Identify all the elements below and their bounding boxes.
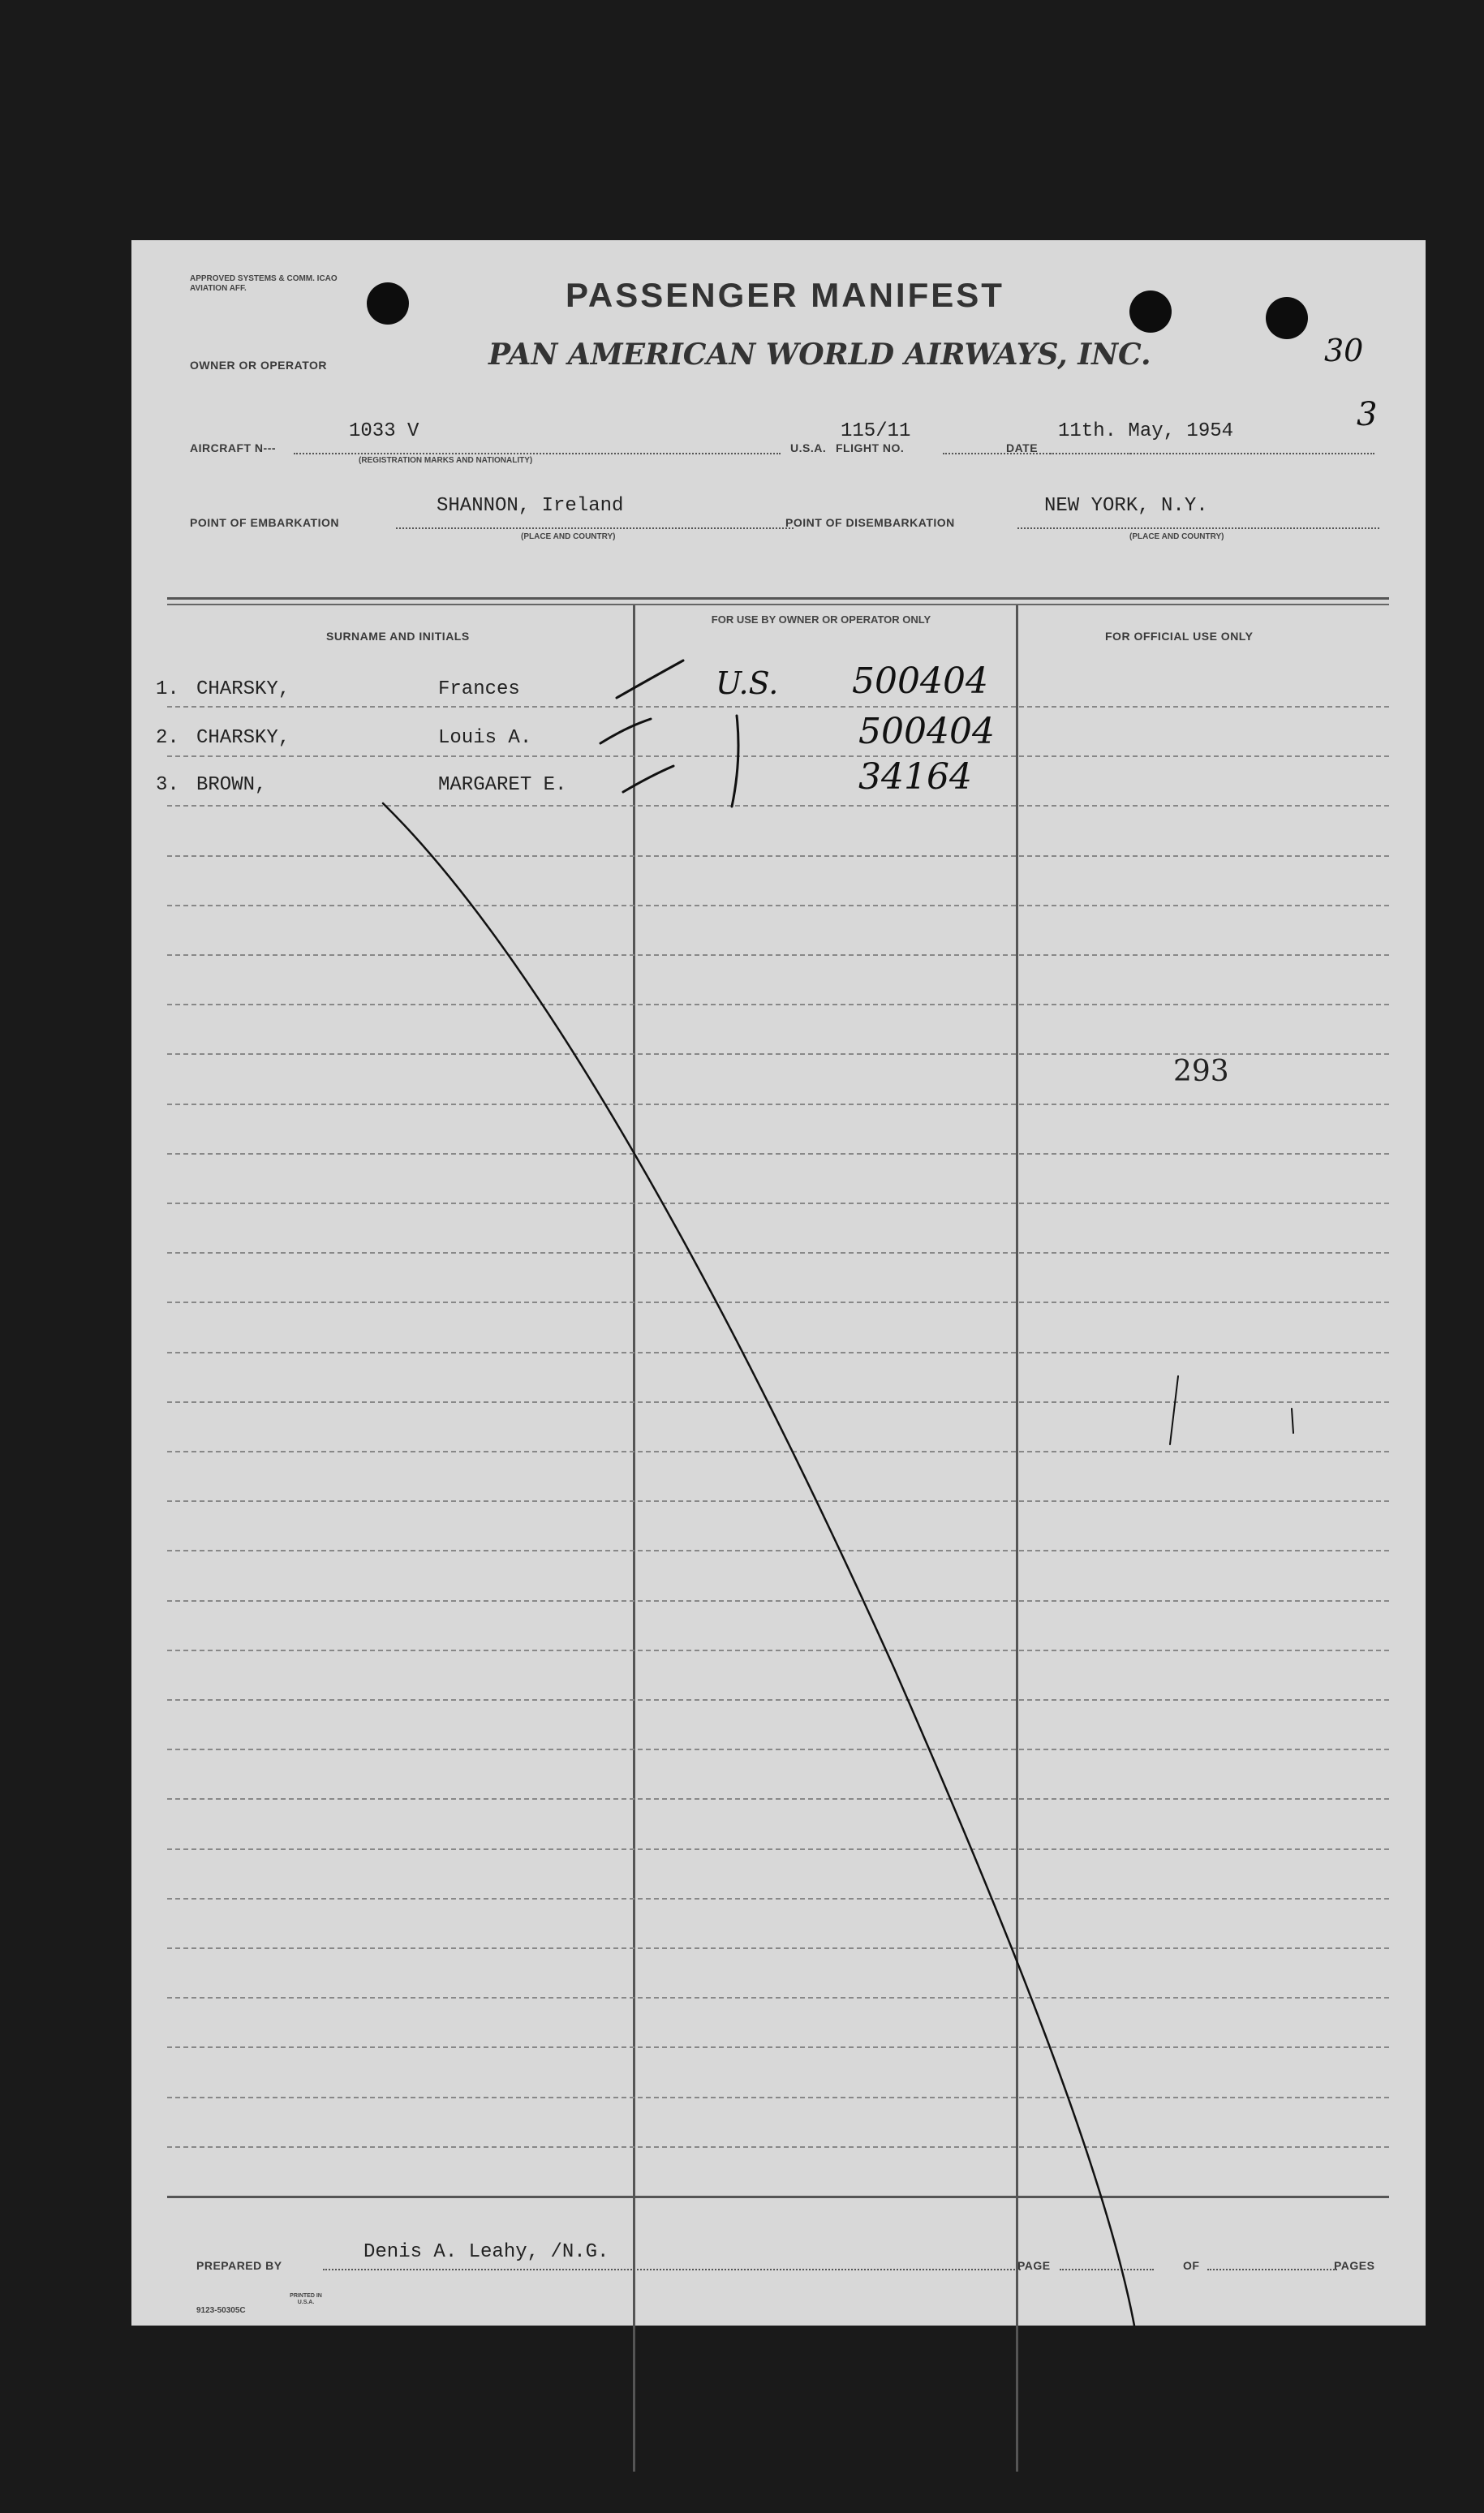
- passenger-number: 34164: [858, 756, 972, 798]
- pages-label: PAGES: [1334, 2259, 1375, 2272]
- passenger-surname: BROWN,: [196, 774, 267, 796]
- of-label: OF: [1183, 2259, 1200, 2272]
- column-header-owner: FOR USE BY OWNER OR OPERATOR ONLY: [711, 613, 931, 626]
- place-caption-embarkation: (PLACE AND COUNTRY): [521, 532, 616, 541]
- approval-stamp: APPROVED SYSTEMS & COMM. ICAO AVIATION AFF.: [190, 274, 338, 293]
- date-value: 11th. May, 1954: [1058, 420, 1234, 442]
- aircraft-label: AIRCRAFT N---: [190, 441, 277, 454]
- aircraft-value: 1033 V: [349, 420, 419, 442]
- form-number: 9123-50305C: [196, 2306, 246, 2315]
- page-label: PAGE: [1017, 2259, 1051, 2272]
- disembarkation-value: NEW YORK, N.Y.: [1044, 495, 1208, 517]
- owner-note: U.S.: [716, 665, 779, 701]
- passenger-given-name: MARGARET E.: [438, 774, 567, 796]
- manifest-sheet: [131, 240, 1426, 2326]
- passenger-number: 500404: [858, 711, 995, 752]
- cancel-diagonal-line: [383, 803, 1134, 2326]
- printer-mark: PRINTED IN U.S.A.: [290, 2293, 322, 2305]
- page-title: PASSENGER MANIFEST: [566, 276, 1004, 314]
- flight-label: FLIGHT NO.: [836, 441, 905, 454]
- official-number: 293: [1173, 1055, 1229, 1088]
- flight-value: 115/11: [841, 420, 911, 442]
- prepared-by-label: PREPARED BY: [196, 2259, 282, 2272]
- passenger-given-name: Louis A.: [438, 727, 532, 749]
- prepared-by-value: Denis A. Leahy, /N.G.: [363, 2241, 609, 2263]
- passenger-surname: CHARSKY,: [196, 678, 290, 700]
- embarkation-value: SHANNON, Ireland: [437, 495, 624, 517]
- row-number: 1.: [156, 678, 179, 700]
- passenger-given-name: Frances: [438, 678, 520, 700]
- bracket-mark: [732, 716, 738, 807]
- disembarkation-label: POINT OF DISEMBARKATION: [785, 516, 955, 529]
- check-mark-3: [623, 766, 673, 792]
- check-mark-1: [617, 661, 683, 698]
- passenger-number: 500404: [852, 661, 988, 702]
- check-mark-2: [600, 719, 651, 743]
- row-number: 2.: [156, 727, 179, 749]
- handwritten-marks: [131, 240, 1426, 2326]
- registration-caption: (REGISTRATION MARKS AND NATIONALITY): [359, 456, 533, 465]
- embarkation-label: POINT OF EMBARKATION: [190, 516, 339, 529]
- place-caption-disembarkation: (PLACE AND COUNTRY): [1129, 532, 1224, 541]
- usa-label: U.S.A.: [790, 441, 827, 454]
- corner-note-top: 30: [1324, 333, 1364, 368]
- column-header-official: FOR OFFICIAL USE ONLY: [1105, 630, 1254, 643]
- column-header-names: SURNAME AND INITIALS: [326, 630, 470, 643]
- owner-label: OWNER OR OPERATOR: [190, 359, 327, 372]
- date-label: DATE: [1006, 441, 1039, 454]
- stray-mark-2: [1292, 1409, 1293, 1433]
- stray-mark-1: [1170, 1376, 1178, 1444]
- row-number: 3.: [156, 774, 179, 796]
- corner-note-bottom: 3: [1357, 396, 1378, 433]
- passenger-surname: CHARSKY,: [196, 727, 290, 749]
- company-name: PAN AMERICAN WORLD AIRWAYS, INC.: [488, 338, 1151, 372]
